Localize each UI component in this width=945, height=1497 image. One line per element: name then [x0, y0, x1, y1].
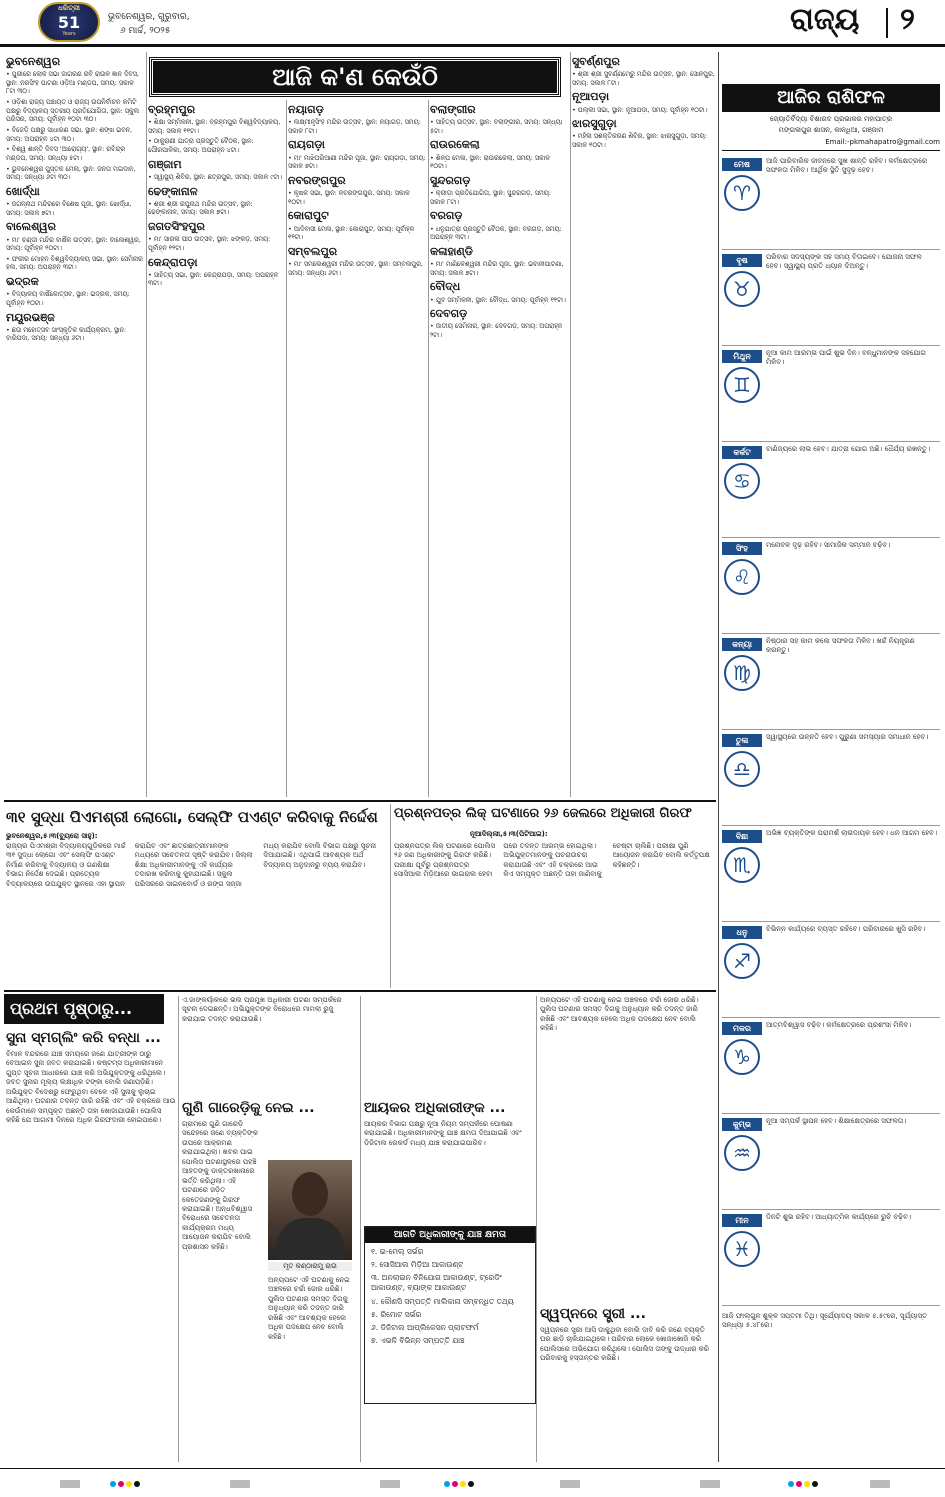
event-city-heading: ବାଲେଶ୍ୱର [6, 220, 56, 234]
event-item: • ଓଡ଼ିଶା ରାଜ୍ୟ ପଞ୍ଚାୟତ ଓ ରାଜ୍ୟ ଉପନିର୍ବାଚନ କମିଟି ପକ୍ଷରୁ ବିଦ୍ୟାଳୟ ସ୍ତରୀୟ ପ୍ରତିଯୋଗିତା, ସ୍ଥାନ: ସ୍କୁଲ ପରିସର, ସମୟ: ପୂର୍ବାହ୍ନ ୧୦ଟା ୩୦। [6, 98, 140, 124]
section-rule [4, 990, 716, 992]
event-item: • ଆଦିବାସୀ ମେଳା, ସ୍ଥାନ: କୋରାପୁଟ, ସମୟ: ପୂର୍ବାହ୍ନ ୧୧ଟା। [288, 224, 415, 242]
story3-continued: ଅନ୍ୟପଟେ ଏହି ଘଟଣାକୁ ନେଇ ଅଞ୍ଚଳରେ ଚର୍ଚ୍ଚା ଜୋର ଧରିଛି। ପୁଲିସ ଘଟଣାର ସମସ୍ତ ଦିଗକୁ ଅନୁଧ୍ୟାନ କରି ତଦନ୍ତ ଜାରି ରଖିଛି ଏବଂ ଆବଶ୍ୟକ ହେଲେ ଅଧିକ ପଦକ୍ଷେପ ନେବ ବୋଲି କହିଛି। [540, 996, 699, 1033]
horoscope-sign-row [722, 539, 940, 634]
info-box-item: ୫. ରିମୋଟ ସର୍ଭର [371, 1309, 422, 1319]
horoscope-sign-row [722, 635, 940, 730]
col-divider [360, 996, 361, 1462]
person-silhouette-icon [292, 1172, 328, 1216]
event-item: • ବିଜେଡ଼ି ପକ୍ଷରୁ ସାଧାରଣ ସଭା, ସ୍ଥାନ: ଶଙ୍ଖ ଭବନ, ସମୟ: ଅପରାହ୍ନ ୪ଟା ୩୦। [6, 126, 132, 143]
event-item: • ଲକ୍ଷ୍ମୀନୃସିଂହ ମନ୍ଦିର ଉତ୍ସବ, ସ୍ଥାନ: ନୟାଗଡ଼, ସମୟ: ସକାଳ ୮ଟା। [288, 118, 421, 135]
info-box [364, 1226, 536, 1404]
zodiac-sign-icon: ♍ [724, 655, 760, 691]
event-item: • ଭୁବନେଶ୍ୱର ପୁସ୍ତକ ମେଳା, ସ୍ଥାନ: ଜନତା ମଇଦାନ, ସମୟ: ସନ୍ଧ୍ୟା ୬ଟା ୩୦। [6, 164, 136, 182]
col-divider [390, 804, 391, 988]
sign-divider [722, 825, 940, 826]
horoscope-sign-row [722, 731, 940, 826]
photo-person [268, 1160, 352, 1260]
photo-caption: ମୃତ କଣ୍ଠାରାମୁ ରାଉ [268, 1262, 352, 1271]
horoscope-sign-row [722, 923, 940, 1018]
info-box-item: ୨. ସୋସିଆଲ ମିଡ଼ିଆ ଆକାଉଣ୍ଟ [371, 1260, 464, 1270]
info-box-item: ୧. ଇ-ମେଲ୍ ସର୍ଭର [371, 1247, 424, 1256]
zodiac-sign-icon: ♒ [724, 1135, 760, 1171]
horoscope-email: Email:-pkmahapatro@gmail.com [825, 138, 940, 146]
event-item: • ଶିକ୍ଷା ସମ୍ମିଳନୀ, ସ୍ଥାନ: ବ୍ରହ୍ମପୁର ବିଶ୍ୱବିଦ୍ୟାଳୟ, ସମୟ: ସକାଳ ୧୧ଟା। [148, 118, 281, 135]
page-number: ୨ [900, 2, 915, 37]
event-item: • ମା' ଚଣ୍ଡୀ ମନ୍ଦିର ବାର୍ଷିକ ଉତ୍ସବ, ସ୍ଥାନ: ବାଲେଶ୍ୱର, ସମୟ: ପୂର୍ବାହ୍ନ ୧୦ଟା। [6, 235, 141, 253]
events-banner-title: ଆଜି କ'ଣ କେଉଁଠି [272, 63, 438, 91]
event-city-heading: ଭଦ୍ରକ [6, 275, 39, 289]
event-city-heading: ବଲାଙ୍ଗୀର [430, 103, 476, 116]
col-divider [428, 100, 429, 797]
event-city-heading: ଦେବଗଡ଼ [430, 307, 468, 321]
sign-prediction: ଦିନଟି ଶୁଭ ରହିବ। ଆଧ୍ୟାତ୍ମିକ କାର୍ଯ୍ୟରେ ରୁଚି ବଢ଼ିବ। [766, 1213, 911, 1221]
sign-divider [722, 1113, 940, 1114]
section-name: ରାଜ୍ୟ [790, 2, 860, 37]
sign-divider [722, 345, 940, 346]
horoscope-sign-row [722, 1115, 940, 1210]
event-item: • ଜଗନ୍ନାଥ ମନ୍ଦିରରେ ବିଶେଷ ପୂଜା, ସ୍ଥାନ: ଖୋର୍ଦ୍ଧା, ସମୟ: ସକାଳ ୭ଟା। [6, 200, 132, 217]
event-item: • ଠାକୁରାଣୀ ଯାତ୍ରା ପ୍ରସ୍ତୁତି ବୈଠକ, ସ୍ଥାନ: ପୌରପାଳିକା, ସମୟ: ଅପରାହ୍ନ ୪ଟା। [148, 137, 254, 155]
info-box-item: ୩. ଅନଲାଇନ ବିନିଯୋଗ ଆକାଉଣ୍ଟ, ଟ୍ରେଡିଂ ଆକାଉଣ୍ଟ, ବ୍ୟାଙ୍କ ଆକାଉଣ୍ଟ [371, 1273, 502, 1293]
info-box-item: ୭. ଏଭଳି ବିଭିନ୍ନ ସମ୍ପତ୍ତି ଯାଞ୍ଚ [371, 1335, 465, 1345]
story2-body: ଗ୍ରାମରେ ଗୁଣି ଗାରେଡ଼ି ସନ୍ଦେହରେ ଜଣେ ବ୍ୟକ୍ତିଙ୍କ ଉପରେ ଆକ୍ରମଣ କରାଯାଇଥିଲା। ଖବର ପାଇ ପୋଲିସ ଘଟଣାସ୍ଥଳରେ ପହଞ୍ଚି ଆହତଙ୍କୁ ଡାକ୍ତରଖାନାରେ ଭର୍ତ୍ତି କରିଥିଲା। ଏହି ଘଟଣାରେ ଜଡ଼ିତ କେତେଜଣଙ୍କୁ ଗିରଫ କରାଯାଇଛି। ଅନ୍ଧବିଶ୍ୱାସ ବିରୋଧରେ ସଚେତନତା କାର୍ଯ୍ୟକ୍ରମ ମଧ୍ୟ ଆୟୋଜନ କରାଯିବ ବୋଲି ପ୍ରଶାସନ କହିଛି। [182, 1120, 259, 1251]
horoscope-title-box [722, 84, 940, 112]
sign-divider [722, 1209, 940, 1210]
event-city-heading: ବରଗଡ଼ [430, 209, 463, 223]
sign-divider [722, 441, 940, 442]
event-item: • ଜାତୀୟ ସେମିନାର, ସ୍ଥାନ: ଦେବଗଡ଼, ସମୟ: ଅପରାହ୍ନ ୨ଟା। [430, 322, 563, 339]
exam-story-body: ପ୍ରଶ୍ନପତ୍ର ଲିକ୍ ଘଟଣାରେ ପୋଲିସ ୨୬ ଜଣ ଅଧିକାରୀଙ୍କୁ ଗିରଫ କରିଛି। ପରୀକ୍ଷା ପୂର୍ବରୁ ପ୍ରଶ୍ନପତ୍ର ସୋସିଆଲ ମିଡ଼ିଆରେ ଭାଇରାଲ ହେବା ପରେ ତଦନ୍ତ ଆରମ୍ଭ ହୋଇଥିଲା। ଅଭିଯୁକ୍ତମାନଙ୍କୁ ପଚରାଉଚରା କରାଯାଉଛି ଏବଂ ଏହି ଚକ୍ରରେ ଆଉ କିଏ ସମ୍ପୃକ୍ତ ଅଛନ୍ତି ତାହା ଜାଣିବାକୁ ଚେଷ୍ଟା ଚାଲିଛି। ପରୀକ୍ଷା ପୁଣି ଆୟୋଜନ କରାଯିବ ବୋଲି କର୍ତ୍ତୃପକ୍ଷ କହିଛନ୍ତି। [394, 842, 710, 879]
event-city-heading: କୋରାପୁଟ [288, 209, 329, 223]
event-item: • ଯୁବ ସମ୍ମିଳନୀ, ସ୍ଥାନ: ବୌଦ୍ଧ, ସମୟ: ପୂର୍ବାହ୍ନ ୧୧ଟା। [430, 295, 566, 304]
horoscope-footer: ଆଜି ଫାଲ୍ଗୁନ ଶୁକ୍ଳ ସପ୍ତମୀ ତିଥି। ସୂର୍ଯ୍ୟୋଦୟ ସକାଳ ୫.୫୯ରେ, ସୂର୍ଯ୍ୟାସ୍ତ ସନ୍ଧ୍ୟା ୫.୪୮ରେ। [722, 1312, 928, 1330]
event-city-heading: ସୁନ୍ଦରଗଡ଼ [430, 173, 471, 187]
sign-name: କୁମ୍ଭ [722, 1118, 762, 1131]
horoscope-sign-row [722, 1211, 940, 1306]
event-item: • ମା' ସାରଳା ପୀଠ ଉତ୍ସବ, ସ୍ଥାନ: ଝଙ୍କଡ଼, ସମୟ: ପୂର୍ବାହ୍ନ ୧୧ଟା। [148, 235, 271, 252]
sign-name: ସିଂହ [722, 542, 762, 555]
event-item: • ଶିଳ୍ପ ମେଳା, ସ୍ଥାନ: ରାଉରକେଲା, ସମୟ: ସକାଳ ୧୦ଟା। [430, 153, 550, 171]
horoscope-sign-row [722, 155, 940, 250]
sign-prediction: ବାଣିଜ୍ୟରେ ଲାଭ ହେବ। ଯାତ୍ରା ଯୋଗ ଅଛି। ଧୈର୍ଯ୍ୟ ରଖନ୍ତୁ। [766, 445, 931, 453]
sign-prediction: ଆଜି ପାରିବାରିକ ଜୀବନରେ ସୁଖ ଶାନ୍ତି ରହିବ। କର୍ମକ୍ଷେତ୍ରରେ ସଫଳତା ମିଳିବ। ଆର୍ଥିକ ସ୍ଥିତି ସୁଦୃଢ଼ ହେବ। [766, 157, 928, 175]
registration-marks [0, 1476, 945, 1492]
events-col-2 [148, 100, 284, 800]
exam-story-headline: ପ୍ରଶ୍ନପତ୍ର ଲିକ୍ ଘଟଣାରେ ୨୬ ଜେଲରେ ଅଧିକାରୀ ଗିରଫ [394, 806, 692, 821]
zodiac-sign-icon: ♊ [724, 367, 760, 403]
front-page-label: ପ୍ରଥମ ପୃଷ୍ଠାରୁ... [10, 999, 133, 1018]
sign-prediction: ଅଭିଜ୍ଞ ବ୍ୟକ୍ତିଙ୍କ ପରାମର୍ଶ ଲାଭଦାୟକ ହେବ। ଧନ ଆଗମ ହେବ। [766, 829, 938, 837]
event-city-heading: ଝାରସୁଗୁଡ଼ା [572, 117, 617, 131]
section-rule [4, 800, 716, 802]
header-rule [0, 44, 945, 47]
exam-story-dateline: ନୂଆଦିଲ୍ଲୀ,୫।୩(ପିଟିଆଇ): [470, 830, 548, 838]
sign-divider [722, 921, 940, 922]
sign-divider [722, 537, 940, 538]
sign-name: ମକର [722, 1022, 762, 1035]
zodiac-sign-icon: ♉ [724, 271, 760, 307]
event-city-heading: ଜଗତସିଂହପୁର [148, 220, 205, 234]
event-city-heading: ବୌଦ୍ଧ [430, 280, 461, 294]
events-col-3 [288, 100, 426, 800]
story2-headline: ଗୁଣି ଗାରେଡ଼ିକୁ ନେଇ ... [182, 1100, 315, 1116]
sign-name: ବୃଷ [722, 254, 762, 267]
col-divider [146, 52, 147, 797]
zodiac-sign-icon: ♏ [724, 847, 760, 883]
sign-name: ମେଷ [722, 158, 762, 171]
story2-body-continued: ଅନ୍ୟପଟେ ଏହି ଘଟଣାକୁ ନେଇ ଅଞ୍ଚଳରେ ଚର୍ଚ୍ଚା ଜୋର ଧରିଛି। ପୁଲିସ ଘଟଣାର ସମସ୍ତ ଦିଗକୁ ଅନୁଧ୍ୟାନ କରି ତଦନ୍ତ ଜାରି ରଖିଛି ଏବଂ ଆବଶ୍ୟକ ହେଲେ ଅଧିକ ପଦକ୍ଷେପ ନେବ ବୋଲି କହିଛି। [268, 1276, 350, 1341]
event-city-heading: ରାୟଗଡ଼ା [288, 138, 325, 152]
sign-prediction: ଆତ୍ମବିଶ୍ୱାସ ବଢ଼ିବ। କର୍ମକ୍ଷେତ୍ରରେ ପ୍ରଶଂସା ମିଳିବ। [766, 1021, 912, 1029]
event-city-heading: କେନ୍ଦ୍ରାପଡ଼ା [148, 255, 198, 269]
sign-divider [722, 729, 940, 730]
anniversary-sub: Years [62, 31, 76, 37]
horoscope-sign-row [722, 827, 940, 922]
event-item: • ଫକୀର ମୋହନ ବିଶ୍ୱବିଦ୍ୟାଳୟ ସଭା, ସ୍ଥାନ: ସେମିନାର ହଲ, ସମୟ: ଅପରାହ୍ନ ୩ଟା। [6, 254, 143, 272]
sign-name: ବିଛା [722, 830, 762, 843]
horoscope-sign-row [722, 347, 940, 442]
event-city-heading: ଭୁବନେଶ୍ୱର [6, 55, 61, 68]
event-item: • ପଲ୍ଲୀ ସଭା, ସ୍ଥାନ: ନୂଆପଡ଼ା, ସମୟ: ପୂର୍ବାହ୍ନ ୧୦ଟା। [572, 105, 708, 114]
events-banner [150, 58, 560, 96]
anniversary-top: ଧରିତ୍ରୀ [58, 4, 80, 12]
events-col-1 [6, 52, 144, 802]
sign-divider [722, 1305, 940, 1306]
anniversary-logo [38, 2, 100, 42]
event-item: • ମହିଳା ସଶକ୍ତିକରଣ ଶିବିର, ସ୍ଥାନ: ଝାରସୁଗୁଡ଼ା, ସମୟ: ସକାଳ ୧୦ଟା। [572, 132, 707, 150]
sign-name: ମିଥୁନ [722, 350, 762, 363]
sign-divider [722, 1017, 940, 1018]
event-item: • ସାହିତ୍ୟ ଉତ୍ସବ, ସ୍ଥାନ: ବଲାଙ୍ଗୀର, ସମୟ: ସନ୍ଧ୍ୟା ୫ଟା। [430, 118, 563, 135]
event-item: • ମା' ସମଲେଶ୍ୱରୀ ମନ୍ଦିର ଉତ୍ସବ, ସ୍ଥାନ: ସମ୍ବଲପୁର, ସମୟ: ସନ୍ଧ୍ୟା ୬ଟା। [288, 260, 423, 277]
info-box-item: ୪. କୌଣସି ସମ୍ପତ୍ତି ମାଲିକାନା ସମ୍ବନ୍ଧିତ ତଥ୍ୟ [371, 1296, 514, 1306]
horoscope-sign-row [722, 443, 940, 538]
event-item: • ଶ୍ରୀ ଶ୍ରୀ ସୁବର୍ଣ୍ଣମେରୁ ମନ୍ଦିର ଉତ୍ସବ, ସ୍ଥାନ: ସୋନପୁର, ସମୟ: ସକାଳ ୮ଟା। [572, 70, 715, 87]
story2-lead: ଏ.ଜାଙ୍କର୍ୟାକରେ ଭଲ ପ୍ରମୁଖ ଅଧିକାରୀ ଘଟଣା ସମ୍ପର୍କରେ ସୂଚନା ଦେଇଛନ୍ତି। ଅଭିଯୁକ୍ତଙ୍କ ବିରୋଧରେ ମାମଲା ରୁଜୁ କରାଯାଇ ତଦନ୍ତ କରାଯାଉଛି। [182, 996, 342, 1023]
zodiac-sign-icon: ♑ [724, 1039, 760, 1075]
events-col-5 [572, 52, 716, 802]
event-city-heading: ନବରଙ୍ଗପୁର [288, 173, 346, 187]
event-item: • ମା' ମାଝିଘରିଆଣୀ ମନ୍ଦିର ପୂଜା, ସ୍ଥାନ: ରାୟଗଡ଼ା, ସମୟ: ସକାଳ ୭ଟା। [288, 153, 426, 171]
col-divider [570, 52, 571, 797]
front-page-label-box [4, 994, 164, 1024]
event-item: • କ୍ରୀଡ଼ା ପ୍ରତିଯୋଗିତା, ସ୍ଥାନ: ସୁନ୍ଦରଗଡ଼, ସମୟ: ସକାଳ ୮ଟା। [430, 189, 552, 206]
dateline-2: ୬ ମାର୍ଚ୍ଚ, ୨୦୨୫ [120, 26, 171, 36]
event-item: • ମା' ମାଣିକେଶ୍ୱରୀ ମନ୍ଦିର ପୂଜା, ସ୍ଥାନ: ଭବାନୀପାଟଣା, ସମୟ: ସକାଳ ୭ଟା। [430, 260, 564, 277]
sign-divider [722, 633, 940, 634]
sign-prediction: ବିଭିନ୍ନ କାର୍ଯ୍ୟରେ ବ୍ୟସ୍ତ ରହିବେ। ପରିବାରରେ ଖୁସି ରହିବ। [766, 925, 926, 933]
footer-rule [0, 1468, 945, 1469]
event-city-heading: ମୟୂରଭଞ୍ଜ [6, 310, 55, 324]
horoscope-address: ମଙ୍ଗଳାପୁର ଶାସନ, କାନ୍ଧିଆ, ଗଞ୍ଜାମ [778, 126, 884, 134]
anniversary-number: 51 [57, 13, 81, 32]
sign-prediction: ସ୍ୱାସ୍ଥ୍ୟରେ ଉନ୍ନତି ହେବ। ପୁରୁଣା ସମସ୍ୟାର ସମାଧାନ ହେବ। [766, 733, 929, 741]
horoscope-astrologer: ଜ୍ୟୋତିର୍ବିଦ୍ୟା ବିଶାରଦ ପ୍ରଭାକର ମହାପାତ୍ର [769, 115, 893, 123]
event-item: • ବିଦ୍ୟାଳୟ ବାର୍ଷିକୋତ୍ସବ, ସ୍ଥାନ: ଭଦ୍ରକ, ସମୟ: ପୂର୍ବାହ୍ନ ୧୦ଟା। [6, 290, 130, 307]
zodiac-sign-icon: ♌ [724, 559, 760, 595]
story3-body: ଆୟକର ବିଭାଗ ପକ୍ଷରୁ ନୂଆ ନିୟମ ସମ୍ପର୍କରେ ଘୋଷଣା କରାଯାଇଛି। ଅଧିକାରୀମାନଙ୍କୁ ଯାଞ୍ଚ କ୍ଷମତା ଦିଆଯାଇଛି ଏବଂ ଡିଜିଟାଲ ରେକର୍ଡ ମଧ୍ୟ ଯାଞ୍ଚ କରାଯାଇପାରିବ। [364, 1120, 522, 1147]
pm-story-body: ରାଜ୍ୟର ପିଏମଶ୍ରୀ ବିଦ୍ୟାଳୟଗୁଡ଼ିକରେ ମାର୍ଚ୍ଚ ୩୧ ସୁଦ୍ଧା ଲୋଗୋ ଏବଂ ସେଲ୍ଫି ପଏଣ୍ଟ ନିର୍ମାଣ କରିବାକୁ ବିଦ୍ୟାଳୟ ଓ ଗଣଶିକ୍ଷା ବିଭାଗ ନିର୍ଦ୍ଦେଶ ଦେଇଛି। ପ୍ରତ୍ୟେକ ବିଦ୍ୟାଳୟରେ ଉପଯୁକ୍ତ ସ୍ଥାନରେ ଏହା ସ୍ଥାପନ କରାଯିବ ଏବଂ ଛାତ୍ରଛାତ୍ରୀମାନଙ୍କ ମଧ୍ୟରେ ସଚେତନତା ସୃଷ୍ଟି କରାଯିବ। ଜିଲ୍ଲା ଶିକ୍ଷା ଅଧିକାରୀମାନଙ୍କୁ ଏହି କାର୍ଯ୍ୟର ତଦାରଖ କରିବାକୁ କୁହାଯାଇଛି। ସ୍କୁଲ ପରିସରରେ ସାଇନବୋର୍ଡ ଓ ରଙ୍ଗ ସଜ୍ଜା ମଧ୍ୟ କରାଯିବ ବୋଲି ବିଭାଗ ପକ୍ଷରୁ ସୂଚନା ଦିଆଯାଇଛି। ଏଥିପାଇଁ ଆବଶ୍ୟକ ଅର୍ଥ ବିଦ୍ୟାଳୟ ଅନୁଦାନରୁ ବ୍ୟୟ କରାଯିବ। [6, 842, 376, 888]
event-city-heading: ନୂଆପଡ଼ା [572, 90, 610, 104]
event-city-heading: ସୁବର୍ଣ୍ଣପୁର [572, 55, 620, 68]
event-item: • ସାହିତ୍ୟ ସଭା, ସ୍ଥାନ: କେନ୍ଦ୍ରାପଡ଼ା, ସମୟ: ଅପରାହ୍ନ ୩ଟା। [148, 270, 279, 288]
event-city-heading: ଖୋର୍ଦ୍ଧା [6, 184, 40, 198]
story1-body: ବିମାନ ବନ୍ଦରରେ ଯାଞ୍ଚ ସମୟରେ ଜଣେ ଯାତ୍ରୀଙ୍କ ଠାରୁ ବେଆଇନ ସୁନା ଜବତ କରାଯାଇଛି। କଷ୍ଟମ୍ସ ଅଧିକାରୀମାନେ ଗୁପ୍ତ ସୂଚନା ଆଧାରରେ ଯାଞ୍ଚ କରି ଅଭିଯୁକ୍ତଙ୍କୁ ଧରିଥିଲେ। ଜବତ ସୁନାର ମୂଲ୍ୟ ଲକ୍ଷାଧିକ ଟଙ୍କା ବୋଲି ଜଣାପଡ଼ିଛି। ଅଭିଯୁକ୍ତ ବିଦେଶରୁ ଫେରୁଥିବା ବେଳେ ଏହି ସୁନାକୁ ଲୁଚାଇ ଆଣିଥିଲା। ଘଟଣାର ତଦନ୍ତ ଜାରି ରହିଛି ଏବଂ ଏହି ଚକ୍ରରେ ଆଉ କେଉଁମାନେ ସମ୍ପୃକ୍ତ ଅଛନ୍ତି ତାହା ଖୋଜାଯାଉଛି। ପୋଲିସ କହିଛି ଯେ ଆଗାମୀ ଦିନରେ ଅଧିକ ଗିରଫଦାରୀ ହୋଇପାରେ। [6, 1050, 176, 1125]
info-box-list [365, 1243, 535, 1353]
sign-prediction: ନିଷ୍ଠାର ସହ କାମ କଲେ ସଫଳତା ମିଳିବ। ଖର୍ଚ୍ଚ ନିୟନ୍ତ୍ରଣ କରନ୍ତୁ। [766, 637, 915, 655]
zodiac-sign-icon: ♎ [724, 751, 760, 787]
col-divider [286, 100, 287, 797]
event-item: • ବିଶ୍ୱ ଶାନ୍ତି ଦିବସ 'ଆରୋଗ୍ୟ', ସ୍ଥାନ: ରବିନ୍ଦ୍ର ମଣ୍ଡପ, ସମୟ: ସନ୍ଧ୍ୟା ୫ଟା। [6, 145, 126, 162]
event-city-heading: ସମ୍ବଲପୁର [288, 244, 338, 258]
person-shoulder-shape [276, 1218, 344, 1260]
event-item: • ଶ୍ରୀ ଶ୍ରୀ ରଘୁନାଥ ମନ୍ଦିର ଉତ୍ସବ, ସ୍ଥାନ: ଢେଙ୍କାନାଳ, ସମୟ: ସକାଳ ୭ଟା। [148, 199, 253, 217]
event-city-heading: ବ୍ରହ୍ମପୁର [148, 103, 196, 116]
section-divider [886, 8, 888, 38]
zodiac-sign-icon: ♈ [724, 175, 760, 211]
sign-prediction: ପରିବାର ସଦସ୍ୟଙ୍କ ସହ ସମୟ ବିତାଇବେ। ଯୋଜନା ସଫଳ ହେବ। ସ୍ୱାସ୍ଥ୍ୟ ପ୍ରତି ଧ୍ୟାନ ଦିଅନ୍ତୁ। [766, 253, 922, 271]
event-city-heading: କଳାହାଣ୍ଡି [430, 244, 473, 258]
sign-prediction: ମନୋବଳ ଦୃଢ଼ ରହିବ। ସାମାଜିକ ସମ୍ମାନ ବଢ଼ିବ। [766, 541, 891, 549]
horoscope-title: ଆଜିର ରାଶିଫଳ [777, 87, 885, 108]
story4-body: ସ୍ୱପ୍ନରେ ସ୍ତ୍ରୀ ଆସି ଡାକୁଥିବା ବୋଲି ଦାବି କରି ଜଣେ ବ୍ୟକ୍ତି ଘର ଛାଡ଼ି ଚାଲିଯାଇଥିଲେ। ପରିବାର ଲୋକେ ଖୋଜାଖୋଜି କରି ପୋଲିସରେ ଅଭିଯୋଗ କରିଥିଲେ। ପୋଲିସ ତାଙ୍କୁ ଉଦ୍ଧାର କରି ପରିବାରକୁ ହସ୍ତାନ୍ତର କରିଛି। [540, 1326, 710, 1363]
story1-headline: ସୁନା ସ୍ମଗ୍ଲିଂ କରି ବନ୍ଧା ... [6, 1030, 161, 1046]
sign-prediction: ନୂଆ କାମ ଆରମ୍ଭ ପାଇଁ ଶୁଭ ଦିନ। ବନ୍ଧୁମାନଙ୍କ ସହଯୋଗ ମିଳିବ। [766, 349, 926, 367]
event-item: • ପୁରୀରେ ଲୋକ ସଭା ଜାଗରଣ ରବି ରାଉଳ ଜ୍ଞାନ ଦିବସ, ସ୍ଥାନ: ନରସିଂହ ପାଟଣା ଓଡ଼ିଆ ମଣ୍ଡପ, ସମୟ: ସକାଳ ୮ଟା ୩୦। [6, 70, 139, 96]
event-city-heading: ରାଉରକେଲା [430, 138, 480, 152]
dateline-1: ଭୁବନେଶ୍ୱର, ଗୁରୁବାର, [108, 12, 190, 22]
col-divider [178, 996, 179, 1462]
sign-prediction: ନୂଆ ସମ୍ପର୍କ ସ୍ଥାପନ ହେବ। ଶିକ୍ଷାକ୍ଷେତ୍ରରେ ସଫଳତା। [766, 1117, 907, 1125]
pm-story-dateline: ଭୁବନେଶ୍ୱର,୫।୩(ବ୍ୟୁରୋ ସାହୁ): [6, 832, 98, 840]
zodiac-sign-icon: ♋ [724, 463, 760, 499]
zodiac-sign-icon: ♐ [724, 943, 760, 979]
event-item: • ଛଉ ମହୋତ୍ସବ ସାଂସ୍କୃତିକ କାର୍ଯ୍ୟକ୍ରମ, ସ୍ଥାନ: ବାରିପଦା, ସମୟ: ସନ୍ଧ୍ୟା ୬ଟା। [6, 325, 127, 343]
event-item: • ଧନୁଯାତ୍ରା ପ୍ରସ୍ତୁତି ବୈଠକ, ସ୍ଥାନ: ବରଗଡ଼, ସମୟ: ଅପରାହ୍ନ ୩ଟା। [430, 224, 562, 242]
zodiac-sign-icon: ♓ [724, 1231, 760, 1267]
sign-divider [722, 249, 940, 250]
info-box-title: ଆଗତି ଅଧିକାରୀଙ୍କୁ ଯାଞ୍ଚ କ୍ଷମତା [365, 1227, 535, 1243]
info-box-item: ୬. ଡିଜିଟାଲ ଆପ୍ଲିକେସନ ପ୍ଲାଟଫର୍ମ [371, 1322, 479, 1332]
sign-name: କନ୍ୟା [722, 638, 762, 651]
sign-name: ଧନୁ [722, 926, 762, 939]
event-city-heading: ନୟାଗଡ଼ [288, 103, 324, 116]
sign-name: କର୍କଟ [722, 446, 762, 459]
horoscope-sign-row [722, 1019, 940, 1114]
event-item: • ସ୍ୱାସ୍ଥ୍ୟ ଶିବିର, ସ୍ଥାନ: ଛତ୍ରପୁର, ସମୟ: ସକାଳ ୯ଟା। [148, 172, 283, 181]
event-item: • କୃଷକ ସଭା, ସ୍ଥାନ: ନବରଙ୍ଗପୁର, ସମୟ: ସକାଳ ୧୦ଟା। [288, 189, 410, 206]
col-divider [718, 52, 719, 1462]
horoscope-sign-row [722, 251, 940, 346]
event-city-heading: ଗଞ୍ଜାମ [148, 157, 182, 171]
horoscope-rule [722, 150, 940, 151]
pm-story-headline: ୩୧ ସୁଦ୍ଧା ପିଏମଶ୍ରୀ ଲୋଗୋ, ସେଲ୍ଫି ପଏଣ୍ଟ କରିବାକୁ ନିର୍ଦ୍ଦେଶ [6, 808, 378, 826]
sign-name: ମୀନ [722, 1214, 762, 1227]
story4-headline: ସ୍ୱପ୍ନରେ ସ୍ତ୍ରୀ ... [540, 1306, 646, 1322]
story3-headline: ଆୟକର ଅଧିକାରୀଙ୍କ ... [364, 1100, 506, 1116]
event-city-heading: ଢେଙ୍କାନାଳ [148, 184, 198, 198]
col-divider [536, 996, 537, 1462]
events-col-4 [430, 100, 568, 800]
sign-name: ତୁଳା [722, 734, 762, 747]
